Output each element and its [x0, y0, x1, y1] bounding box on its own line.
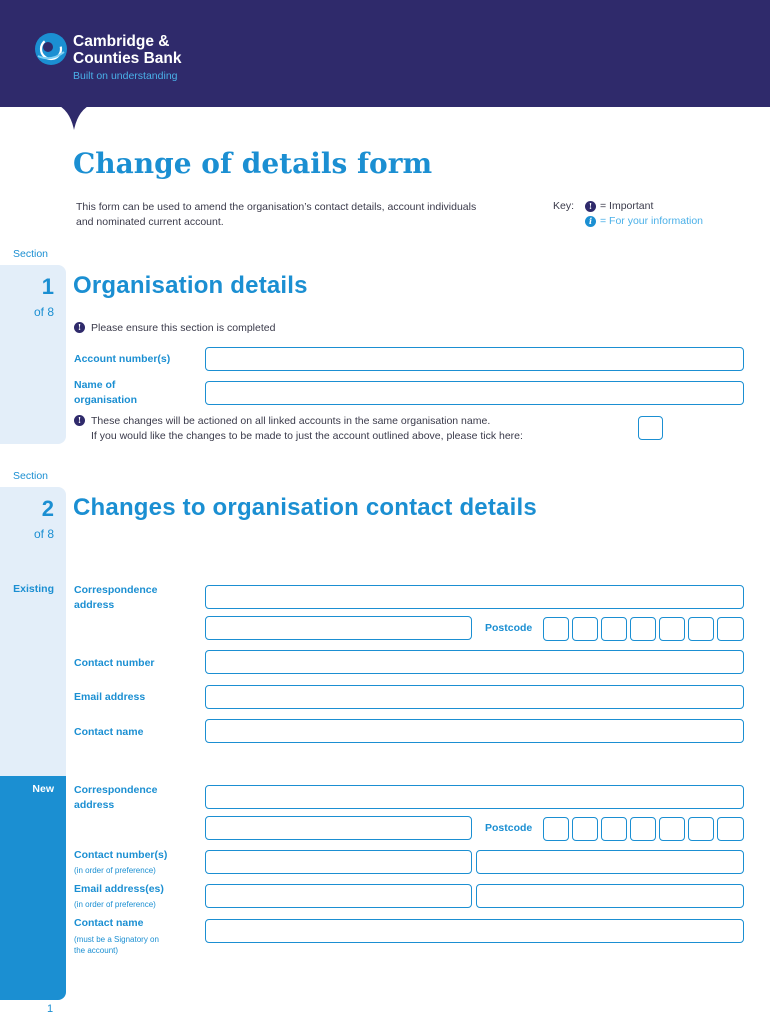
section-1-label: Section [13, 248, 49, 260]
section-1-side-panel [0, 265, 66, 444]
existing-postcode-label: Postcode [485, 622, 533, 634]
new-label: New [32, 783, 54, 795]
section-2-number: 2 [41, 496, 54, 521]
key-info-text: = For your information [600, 215, 704, 227]
existing-postcode-char-6[interactable] [688, 617, 714, 641]
new-postcode-char-5[interactable] [659, 817, 685, 841]
important-icon: ! [74, 415, 85, 426]
section-2-of: of 8 [33, 527, 54, 541]
existing-email-field[interactable] [205, 685, 744, 709]
new-contact-number-1[interactable] [205, 850, 472, 874]
account-number-field[interactable] [205, 347, 744, 371]
existing-address-line-1[interactable] [205, 585, 744, 609]
existing-postcode-char-4[interactable] [630, 617, 656, 641]
new-contact-numbers-sub: (in order of preference) [74, 866, 156, 875]
section-2-label: Section [13, 470, 49, 482]
new-emails-label: Email address(es) [74, 883, 164, 895]
organisation-name-field[interactable] [205, 381, 744, 405]
new-contact-number-2[interactable] [476, 850, 744, 874]
new-address-line-1[interactable] [205, 785, 744, 809]
section-2-existing-panel [0, 487, 66, 776]
new-contact-name-field[interactable] [205, 919, 744, 943]
page-number: 1 [47, 1003, 54, 1015]
key-info [585, 215, 703, 227]
linked-accounts-note-text: These changes will be actioned on all linked accounts in the same organisation name. If you would like the changes to be made to just the account outlined above, please tick here: [91, 415, 523, 442]
organisation-name-label: Name of organisation [74, 379, 138, 406]
existing-postcode-char-2[interactable] [572, 617, 598, 641]
existing-address-line-2[interactable] [205, 616, 472, 640]
existing-postcode-char-3[interactable] [601, 617, 627, 641]
new-postcode-char-6[interactable] [688, 817, 714, 841]
header-banner [0, 0, 770, 107]
existing-postcode-char-5[interactable] [659, 617, 685, 641]
bank-tagline: Built on understanding [73, 70, 178, 82]
new-postcode-char-1[interactable] [543, 817, 569, 841]
section-1-of: of 8 [33, 305, 54, 319]
new-email-1[interactable] [205, 884, 472, 908]
new-address-line-2[interactable] [205, 816, 472, 840]
key-important [585, 200, 653, 212]
important-icon: ! [74, 322, 85, 333]
section-1-title: Organisation details [73, 272, 308, 299]
key-label: Key: [553, 200, 575, 212]
bank-name: Cambridge & Counties Bank [73, 33, 182, 67]
new-postcode-char-3[interactable] [601, 817, 627, 841]
account-number-label: Account number(s) [74, 353, 171, 365]
info-icon: i [585, 216, 596, 227]
existing-postcode-char-1[interactable] [543, 617, 569, 641]
existing-contact-number-label: Contact number [74, 657, 155, 669]
new-postcode-char-4[interactable] [630, 817, 656, 841]
section-1-number: 1 [41, 274, 54, 299]
section-1-note-text: Please ensure this section is completed [91, 322, 276, 334]
section-2-title: Changes to organisation contact details [73, 494, 537, 521]
header-notch [56, 104, 92, 130]
key-important-text: = Important [600, 200, 654, 212]
section-2-new-panel [0, 776, 66, 1000]
existing-contact-name-field[interactable] [205, 719, 744, 743]
section-1-note [74, 321, 275, 336]
new-address-label: Correspondence address [74, 784, 158, 811]
this-account-only-checkbox[interactable] [638, 416, 663, 440]
important-icon: ! [585, 201, 596, 212]
new-contact-name-sub: (must be a Signatory on the account) [74, 935, 159, 955]
new-contact-name-label: Contact name [74, 917, 144, 929]
new-postcode-char-7[interactable] [717, 817, 744, 841]
page-title: Change of details form [73, 147, 433, 180]
new-email-2[interactable] [476, 884, 744, 908]
bank-logo-icon [34, 32, 68, 66]
new-contact-numbers-label: Contact number(s) [74, 849, 168, 861]
form-intro: This form can be used to amend the organisation’s contact details, account individuals and nominated current account. [76, 201, 477, 228]
existing-label: Existing [13, 583, 54, 595]
existing-email-label: Email address [74, 691, 146, 703]
new-postcode-label: Postcode [485, 822, 533, 834]
existing-address-label: Correspondence address [74, 584, 158, 611]
existing-contact-name-label: Contact name [74, 726, 144, 738]
linked-accounts-note [74, 414, 614, 444]
existing-postcode-char-7[interactable] [717, 617, 744, 641]
new-emails-sub: (in order of preference) [74, 900, 156, 909]
existing-contact-number-field[interactable] [205, 650, 744, 674]
new-postcode-char-2[interactable] [572, 817, 598, 841]
